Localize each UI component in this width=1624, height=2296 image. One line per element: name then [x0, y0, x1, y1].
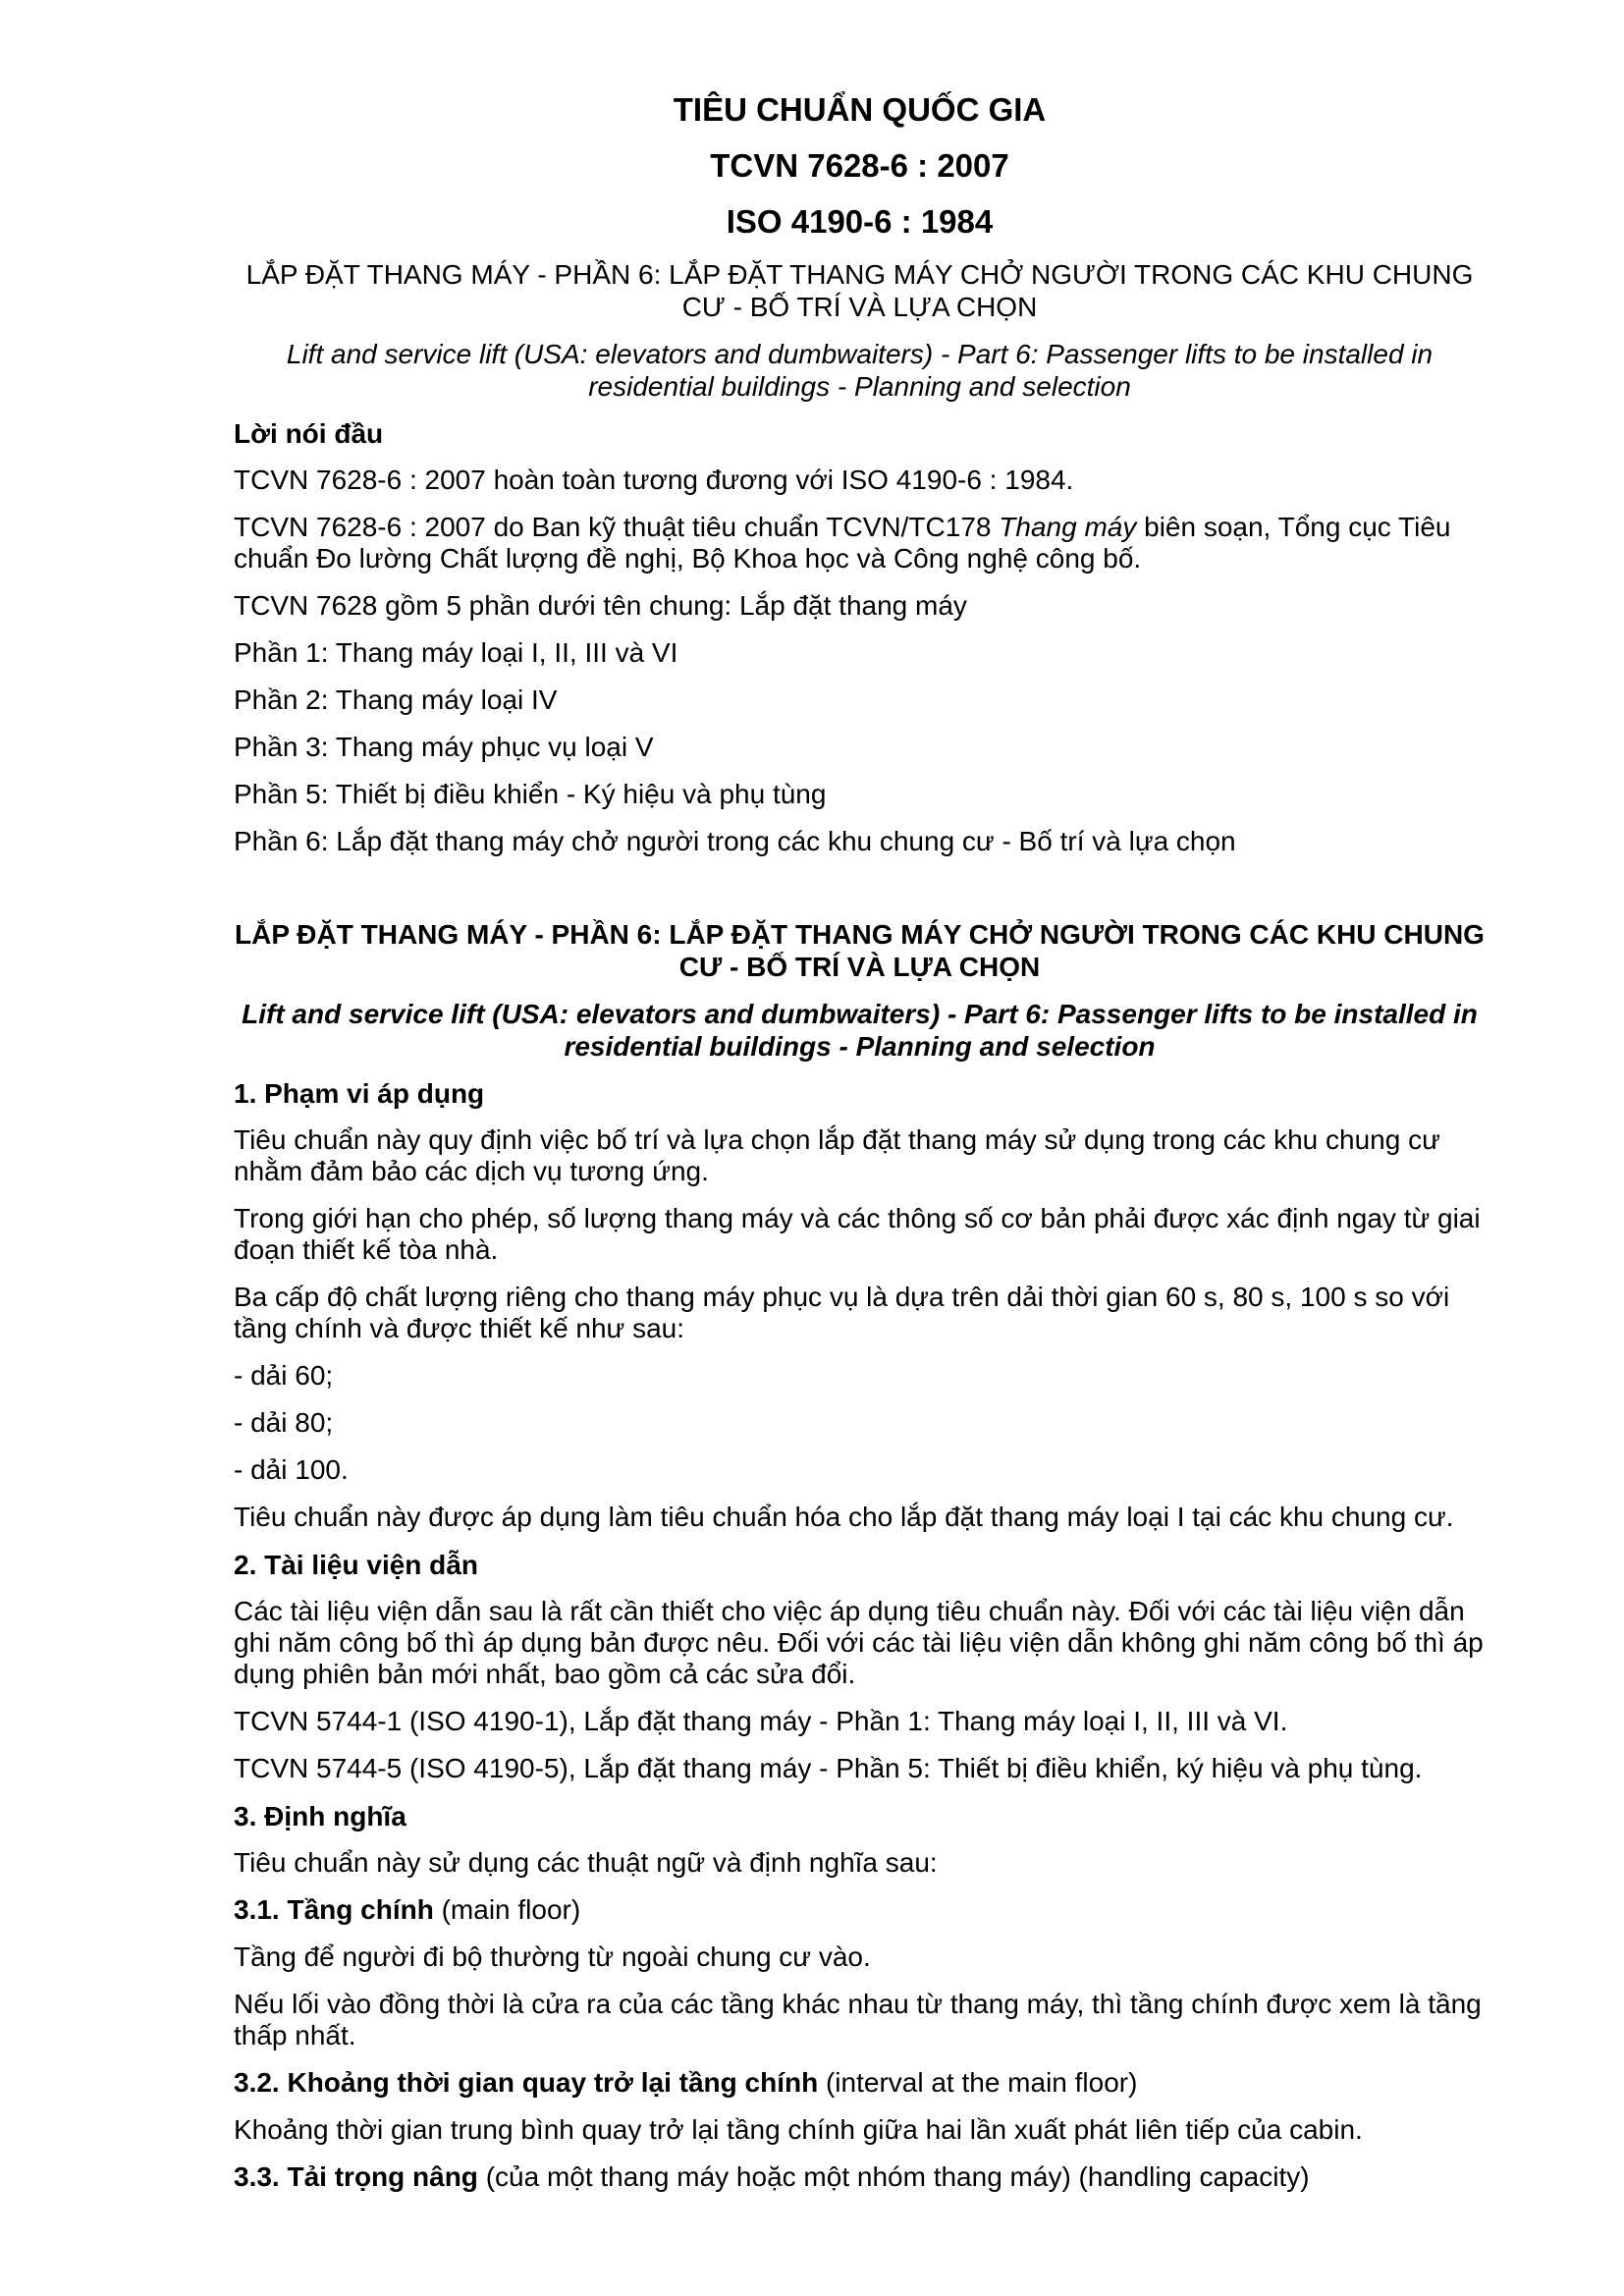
foreword-paragraph: TCVN 7628-6 : 2007 hoàn toàn tương đương với ISO 4190-6 : 1984.: [234, 465, 1074, 495]
part-list-item: Phần 1: Thang máy loại I, II, III và VI: [234, 637, 678, 668]
iso-number-heading: ISO 4190-6 : 1984: [726, 203, 994, 240]
reference-item: TCVN 5744-5 (ISO 4190-5), Lắp đặt thang máy - Phần 5: Thiết bị điều khiển, ký hiệu và phụ tùng.: [234, 1753, 1423, 1783]
scope-paragraph: Ba cấp độ chất lượng riêng cho thang máy phục vụ là dựa trên dải thời gian 60 s, 80 s, 100 s so với tầng chính và được thiết kế như sau:: [234, 1282, 1450, 1343]
section-heading-references: 2. Tài liệu viện dẫn: [234, 1550, 478, 1580]
references-paragraph: Các tài liệu viện dẫn sau là rất cần thiết cho việc áp dụng tiêu chuẩn này. Đối với các tài liệu viện dẫn ghi năm công bố thì áp dụng bản được nêu. Đối với các tài liệu viện dẫn không ghi năm công bố thì áp dụng phiên bản mới nhất, bao gồm cả các sửa đổi.: [234, 1596, 1484, 1689]
foreword-heading: Lời nói đầu: [234, 418, 384, 449]
definition-term: 3.3. Tải trọng nâng (của một thang máy hoặc một nhóm thang máy) (handling capacity): [234, 2161, 1310, 2192]
range-list-item: - dải 100.: [234, 1454, 349, 1485]
range-list-item: - dải 60;: [234, 1360, 334, 1391]
definition-term: 3.1. Tầng chính (main floor): [234, 1894, 581, 1925]
definition-term: 3.2. Khoảng thời gian quay trở lại tầng chính (interval at the main floor): [234, 2067, 1138, 2098]
main-title-vi: LẮP ĐẶT THANG MÁY - PHẦN 6: LẮP ĐẶT THANG MÁY CHỞ NGƯỜI TRONG CÁC KHU CHUNG CƯ - BỐ TRÍ VÀ LỰA CHỌN: [235, 919, 1485, 982]
part-list-item: Phần 6: Lắp đặt thang máy chở người trong các khu chung cư - Bố trí và lựa chọn: [234, 826, 1236, 856]
definitions-intro: Tiêu chuẩn này sử dụng các thuật ngữ và định nghĩa sau:: [234, 1847, 938, 1878]
part-list-item: Phần 2: Thang máy loại IV: [234, 684, 558, 715]
section-heading-definitions: 3. Định nghĩa: [234, 1801, 406, 1831]
document-title-vi: LẮP ĐẶT THANG MÁY - PHẦN 6: LẮP ĐẶT THANG MÁY CHỞ NGƯỜI TRONG CÁC KHU CHUNG CƯ - BỐ TRÍ VÀ LỰA CHỌN: [245, 259, 1474, 322]
definition-text: Nếu lối vào đồng thời là cửa ra của các tầng khác nhau từ thang máy, thì tầng chính được xem là tầng thấp nhất.: [234, 1989, 1482, 2050]
scope-paragraph: Tiêu chuẩn này được áp dụng làm tiêu chuẩn hóa cho lắp đặt thang máy loại I tại các khu chung cư.: [234, 1502, 1454, 1532]
document-title-en: Lift and service lift (USA: elevators and dumbwaiters) - Part 6: Passenger lifts to be installed in residential buildings - Planning and selection: [286, 339, 1434, 402]
spacer: [234, 873, 1486, 918]
scope-paragraph: Tiêu chuẩn này quy định việc bố trí và lựa chọn lắp đặt thang máy sử dụng trong các khu chung cư nhằm đảm bảo các dịch vụ tương ứng.: [234, 1124, 1440, 1186]
definition-text: Khoảng thời gian trung bình quay trở lại tầng chính giữa hai lần xuất phát liên tiếp của cabin.: [234, 2114, 1363, 2145]
standard-type-heading: TIÊU CHUẨN QUỐC GIA: [673, 91, 1047, 128]
foreword-paragraph: TCVN 7628-6 : 2007 do Ban kỹ thuật tiêu chuẩn TCVN/TC178 Thang máy biên soạn, Tổng cục Tiêu chuẩn Đo lường Chất lượng đề nghị, Bộ Khoa học và Công nghệ công bố.: [234, 512, 1451, 574]
range-list-item: - dải 80;: [234, 1407, 334, 1438]
section-heading-scope: 1. Phạm vi áp dụng: [234, 1078, 485, 1109]
scope-paragraph: Trong giới hạn cho phép, số lượng thang máy và các thông số cơ bản phải được xác định ngay từ giai đoạn thiết kế tòa nhà.: [234, 1203, 1481, 1265]
reference-item: TCVN 5744-1 (ISO 4190-1), Lắp đặt thang máy - Phần 1: Thang máy loại I, II, III và VI.: [234, 1706, 1288, 1736]
main-title-en: Lift and service lift (USA: elevators and dumbwaiters) - Part 6: Passenger lifts to be installed in residential buildings - Planning and selection: [242, 999, 1478, 1062]
part-list-item: Phần 3: Thang máy phục vụ loại V: [234, 732, 654, 762]
foreword-paragraph: TCVN 7628 gồm 5 phần dưới tên chung: Lắp đặt thang máy: [234, 590, 967, 621]
document-page: [234, 90, 1486, 2209]
tcvn-number-heading: TCVN 7628-6 : 2007: [710, 147, 1009, 184]
definition-text: Tầng để người đi bộ thường từ ngoài chung cư vào.: [234, 1941, 871, 1972]
part-list-item: Phần 5: Thiết bị điều khiển - Ký hiệu và phụ tùng: [234, 779, 827, 809]
committee-name: Thang máy: [999, 512, 1137, 542]
